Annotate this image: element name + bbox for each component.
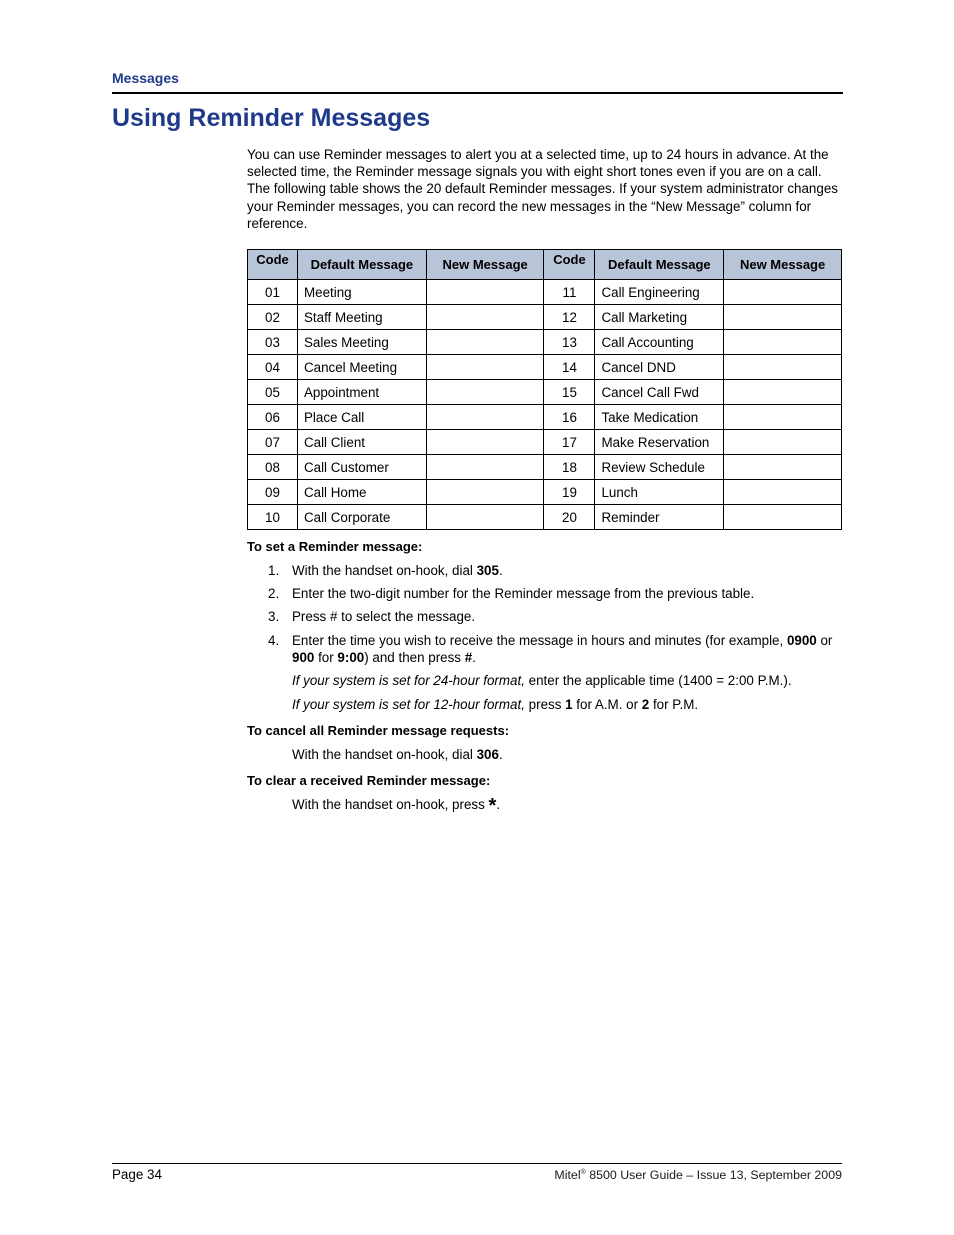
cell-new-message — [426, 430, 544, 455]
cell-new-message — [724, 480, 842, 505]
cell-new-message — [426, 455, 544, 480]
cell-default-message: Call Customer — [297, 455, 426, 480]
reminder-messages-table — [247, 249, 842, 530]
table-row — [248, 505, 842, 530]
cell-new-message — [724, 280, 842, 305]
cell-new-message — [724, 505, 842, 530]
cell-code: 07 — [248, 430, 298, 455]
cell-new-message — [724, 330, 842, 355]
cell-default-message: Call Corporate — [297, 505, 426, 530]
document-title: Mitel® 8500 User Guide – Issue 13, September 2009 — [554, 1168, 842, 1182]
cell-default-message: Call Accounting — [595, 330, 724, 355]
cell-code: 08 — [248, 455, 298, 480]
column-header-default-message: Default Message — [297, 250, 426, 280]
note-24-hour: If your system is set for 24-hour format, enter the applicable time (1400 = 2:00 P.M.). — [292, 673, 792, 688]
cell-code: 12 — [544, 305, 595, 330]
cell-default-message: Take Medication — [595, 405, 724, 430]
footer-rule — [112, 1163, 842, 1164]
table-row — [248, 280, 842, 305]
cell-default-message: Sales Meeting — [297, 330, 426, 355]
cell-new-message — [724, 455, 842, 480]
cell-code: 04 — [248, 355, 298, 380]
table-row — [248, 455, 842, 480]
cell-code: 14 — [544, 355, 595, 380]
step-text: With the handset on-hook, dial 305. — [292, 563, 503, 578]
cell-code: 17 — [544, 430, 595, 455]
cell-default-message: Call Home — [297, 480, 426, 505]
cell-new-message — [426, 405, 544, 430]
step-number: 3. — [268, 609, 280, 624]
cell-new-message — [724, 380, 842, 405]
cell-default-message: Review Schedule — [595, 455, 724, 480]
clear-reminder-instruction: With the handset on-hook, press *. — [292, 795, 501, 817]
table-row — [248, 355, 842, 380]
note-12-hour: If your system is set for 12-hour format, press 1 for A.M. or 2 for P.M. — [292, 697, 699, 712]
cell-code: 15 — [544, 380, 595, 405]
set-reminder-heading: To set a Reminder message: — [247, 539, 423, 554]
cell-code: 01 — [248, 280, 298, 305]
cell-code: 19 — [544, 480, 595, 505]
cell-code: 05 — [248, 380, 298, 405]
table-row — [248, 305, 842, 330]
table-row — [248, 330, 842, 355]
cell-default-message: Meeting — [297, 280, 426, 305]
column-header-code: Code — [544, 250, 595, 280]
cell-default-message: Appointment — [297, 380, 426, 405]
page-title: Using Reminder Messages — [112, 104, 431, 132]
table-header-row — [248, 250, 842, 280]
star-key-icon: * — [488, 795, 497, 817]
cell-code: 13 — [544, 330, 595, 355]
cell-code: 18 — [544, 455, 595, 480]
table-row — [248, 480, 842, 505]
table-row — [248, 405, 842, 430]
column-header-default-message: Default Message — [595, 250, 724, 280]
cell-new-message — [724, 355, 842, 380]
cell-default-message: Make Reservation — [595, 430, 724, 455]
cancel-reminder-instruction: With the handset on-hook, dial 306. — [292, 747, 503, 762]
column-header-new-message: New Message — [724, 250, 842, 280]
cell-default-message: Cancel Call Fwd — [595, 380, 724, 405]
cell-default-message: Staff Meeting — [297, 305, 426, 330]
column-header-code: Code — [248, 250, 298, 280]
clear-reminder-heading: To clear a received Reminder message: — [247, 773, 491, 788]
step-number: 1. — [268, 563, 280, 578]
step-text: Enter the two-digit number for the Reminder message from the previous table. — [292, 586, 755, 601]
cell-new-message — [724, 405, 842, 430]
section-label: Messages — [112, 70, 179, 86]
cell-default-message: Call Engineering — [595, 280, 724, 305]
page-number: Page 34 — [112, 1167, 162, 1182]
cell-code: 20 — [544, 505, 595, 530]
step-text: Press # to select the message. — [292, 609, 476, 624]
cell-new-message — [426, 380, 544, 405]
cell-code: 03 — [248, 330, 298, 355]
cell-default-message: Call Client — [297, 430, 426, 455]
table-row — [248, 430, 842, 455]
intro-paragraph: You can use Reminder messages to alert you at a selected time, up to 24 hours in advance. At the selected time, the Reminder message signals you with eight short tones even if you are on a call. The following table shows the 20 default Reminder messages. If your system administrator changes your Reminder messages, you can record the new messages in the “New Message” column for reference. — [247, 147, 838, 231]
table-row — [248, 380, 842, 405]
cell-new-message — [426, 505, 544, 530]
cell-default-message: Reminder — [595, 505, 724, 530]
cell-code: 10 — [248, 505, 298, 530]
table-body — [248, 280, 842, 530]
cell-code: 06 — [248, 405, 298, 430]
column-header-new-message: New Message — [426, 250, 544, 280]
cell-new-message — [426, 480, 544, 505]
header-rule — [112, 92, 843, 94]
step-text: Enter the time you wish to receive the message in hours and minutes (for example, 0900 or 900 for 9:00) and then press #. — [292, 633, 833, 665]
cell-code: 16 — [544, 405, 595, 430]
cell-default-message: Call Marketing — [595, 305, 724, 330]
cell-default-message: Place Call — [297, 405, 426, 430]
cell-default-message: Cancel Meeting — [297, 355, 426, 380]
cell-default-message: Cancel DND — [595, 355, 724, 380]
cell-code: 09 — [248, 480, 298, 505]
cell-new-message — [724, 430, 842, 455]
cell-new-message — [724, 305, 842, 330]
cell-new-message — [426, 305, 544, 330]
cell-new-message — [426, 330, 544, 355]
step-number: 2. — [268, 586, 280, 601]
step-number: 4. — [268, 633, 280, 648]
cell-new-message — [426, 280, 544, 305]
cell-new-message — [426, 355, 544, 380]
cancel-reminder-heading: To cancel all Reminder message requests: — [247, 723, 510, 738]
cell-code: 11 — [544, 280, 595, 305]
cell-default-message: Lunch — [595, 480, 724, 505]
cell-code: 02 — [248, 305, 298, 330]
